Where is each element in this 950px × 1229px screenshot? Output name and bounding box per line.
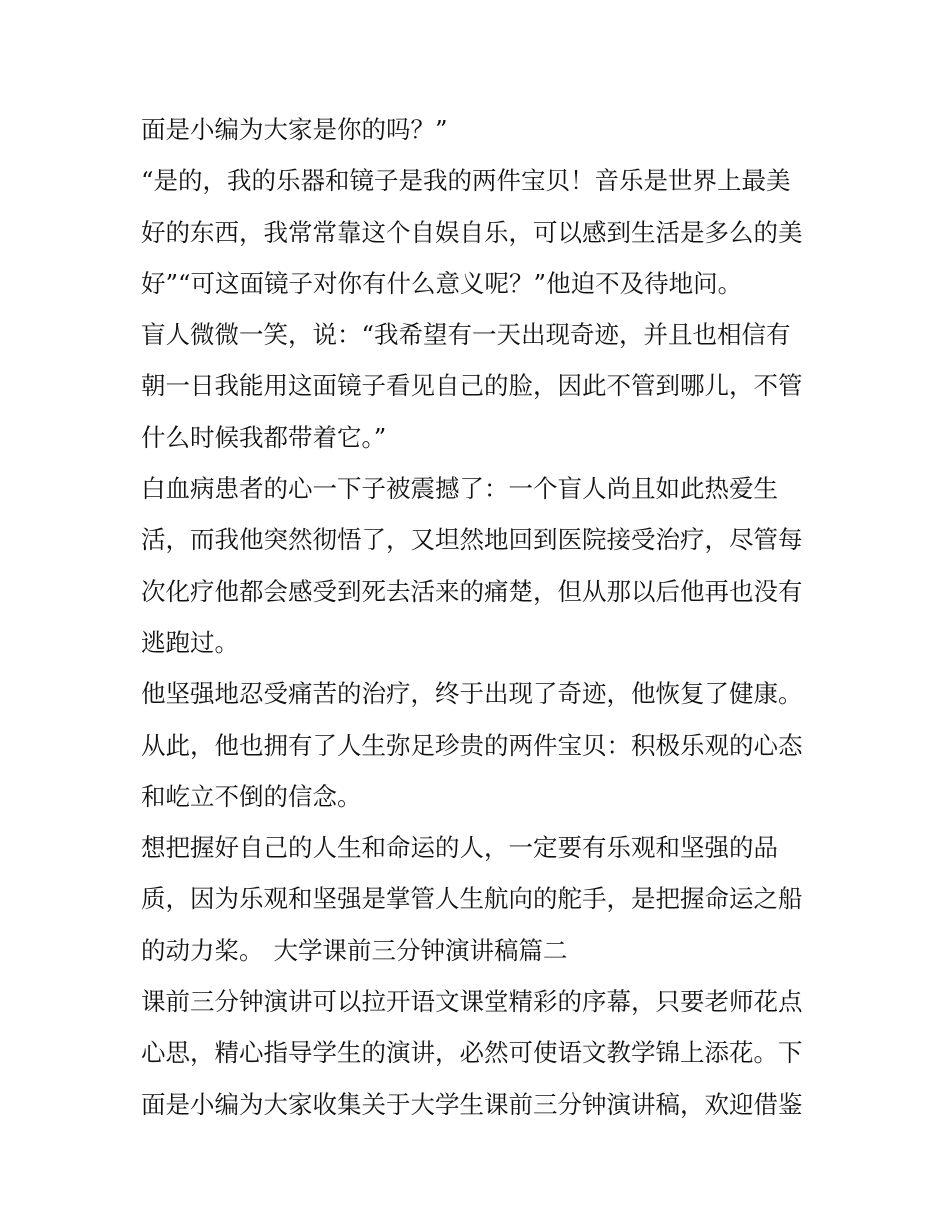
text-line: 课前三分钟演讲可以拉开语文课堂精彩的序幕，只要老师花点 (141, 987, 803, 1017)
document-body (141, 104, 811, 1130)
text-line: 次化疗他都会感受到死去活来的痛楚，但从那以后他再也没有 (141, 576, 803, 606)
text-line: 白血病患者的心一下子被震撼了：一个盲人尚且如此热爱生 (141, 474, 778, 504)
section-heading: 大学课前三分钟演讲稿篇二 (273, 935, 568, 965)
text-line: 好的东西，我常常靠这个自娱自乐，可以感到生活是多么的美 (141, 217, 803, 247)
text-line: 的动力桨。 (141, 935, 264, 965)
text-line: 面是小编为大家是你的吗？” (141, 115, 448, 144)
text-line: 从此，他也拥有了人生弥足珍贵的两件宝贝：积极乐观的心态 (141, 730, 803, 760)
text-line: 面是小编为大家收集关于大学生课前三分钟演讲稿，欢迎借鉴 (141, 1089, 803, 1119)
text-line: 心思，精心指导学生的演讲，必然可使语文教学锦上添花。下 (141, 1038, 803, 1068)
text-line: 和屹立不倒的信念。 (141, 781, 362, 811)
text-line: 质，因为乐观和坚强是掌管人生航向的舵手，是把握命运之船 (141, 884, 803, 914)
text-line: 朝一日我能用这面镜子看见自己的脸，因此不管到哪儿，不管 (141, 371, 803, 401)
text-line-with-heading (141, 925, 811, 976)
text-line: 盲人微微一笑，说：“我希望有一天出现奇迹，并且也相信有 (141, 320, 791, 350)
text-line: 好”“可这面镜子对你有什么意义呢？”他迫不及待地问。 (141, 268, 743, 298)
text-line: 逃跑过。 (141, 627, 239, 657)
text-line: 想把握好自己的人生和命运的人，一定要有乐观和坚强的品 (141, 833, 778, 863)
text-line: 什么时候我都带着它。” (141, 422, 387, 452)
text-line: 活，而我他突然彻悟了，又坦然地回到医院接受治疗，尽管每 (141, 525, 803, 555)
text-line: “是的，我的乐器和镜子是我的两件宝贝！音乐是世界上最美 (141, 166, 791, 196)
text-line: 他坚强地忍受痛苦的治疗，终于出现了奇迹，他恢复了健康。 (141, 679, 803, 709)
